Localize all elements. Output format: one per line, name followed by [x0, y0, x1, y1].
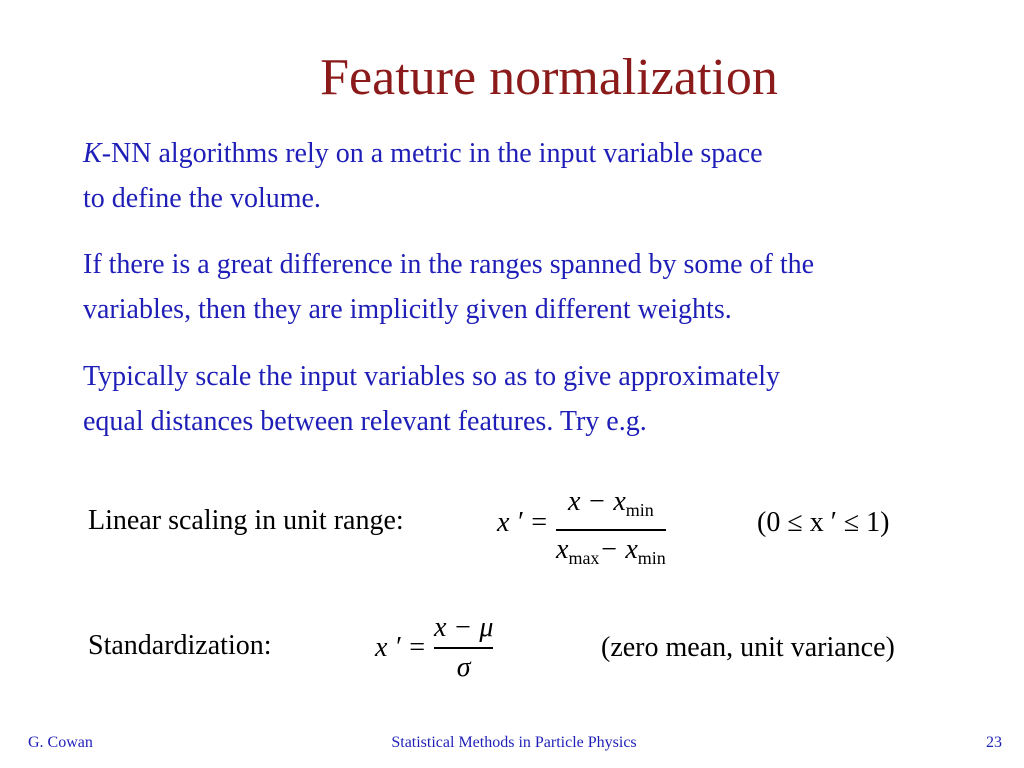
paragraph-knn-line2: to define the volume.: [83, 183, 321, 214]
paragraph-scale-line1: Typically scale the input variables so as to give approximately: [83, 361, 781, 392]
linear-formula-fraction: [556, 486, 666, 574]
paragraph-scale-line2: equal distances between relevant features. Try e.g.: [83, 406, 647, 437]
std-formula-numerator: x − μ: [434, 612, 494, 643]
footer-page-number: 23: [986, 734, 1002, 751]
std-formula-denominator: σ: [456, 651, 471, 683]
paragraph-knn: [83, 131, 983, 221]
linear-formula-numerator: $x - x_{min}$: [568, 486, 654, 520]
paragraph-ranges-line2: variables, then they are implicitly given different weights.: [83, 294, 732, 325]
std-formula-lhs: x ′ =: [375, 632, 427, 663]
linear-formula-lhs: x ′ =: [497, 507, 549, 538]
linear-range-condition: (0 ≤ x ′ ≤ 1): [757, 507, 890, 538]
paragraph-ranges: [83, 242, 983, 332]
std-note: (zero mean, unit variance): [601, 632, 895, 663]
fraction-bar: [434, 647, 493, 649]
footer-course: Statistical Methods in Particle Physics: [391, 734, 637, 751]
std-formula-fraction: [434, 612, 493, 684]
k-symbol: K: [83, 138, 102, 169]
linear-formula-denominator: $x_{max}- x_{min}$: [556, 533, 666, 568]
paragraph-knn-line1: -NN algorithms rely on a metric in the input variable space: [101, 138, 763, 169]
slide-title: Feature normalization: [320, 49, 778, 106]
paragraph-ranges-line1: If there is a great difference in the ranges spanned by some of the: [83, 249, 815, 280]
linear-scaling-label: Linear scaling in unit range:: [88, 505, 404, 536]
standardization-label: Standardization:: [88, 630, 272, 661]
footer-author: G. Cowan: [28, 734, 93, 751]
paragraph-scale: [83, 354, 983, 444]
fraction-bar: [556, 529, 666, 531]
